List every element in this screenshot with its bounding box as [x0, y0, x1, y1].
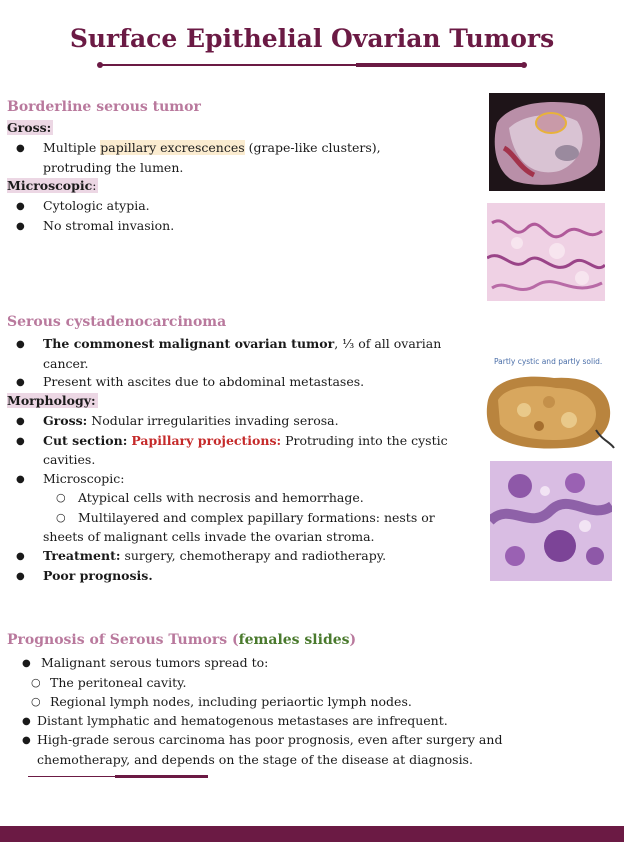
- bullet: ●: [16, 436, 25, 447]
- page-title: Surface Epithelial Ovarian Tumors: [69, 24, 555, 53]
- bullet: ●: [16, 474, 25, 485]
- bullet: ●: [16, 416, 25, 427]
- gross-label: Gross:: [7, 120, 52, 135]
- morphology-label: Morphology:: [7, 393, 96, 408]
- gross-specimen-image: [489, 93, 605, 191]
- morph-prognosis: Poor prognosis.: [43, 568, 153, 583]
- cyst-item-2: Present with ascites due to abdominal metastases.: [43, 374, 365, 389]
- microscopic-label: Microscopic:: [7, 178, 97, 193]
- histology-image-borderline: [487, 203, 605, 301]
- prognosis-item-3: High-grade serous carcinoma has poor prognosis, even after surgery and: [37, 732, 503, 747]
- gross-text: Multiple papillary excrescences (grape-like clusters),: [43, 140, 381, 155]
- micro-item-1: Cytologic atypia.: [43, 198, 150, 213]
- bullet: ●: [16, 377, 25, 388]
- micro-item-2: No stromal invasion.: [43, 218, 175, 233]
- micro-sub-2: Multilayered and complex papillary formations: nests or: [78, 510, 435, 525]
- morph-cut-section-line2: cavities.: [43, 452, 96, 467]
- sub-bullet: ○: [31, 695, 41, 708]
- title-divider-accent: [356, 63, 522, 67]
- histology-image-cystadenocarcinoma: [490, 461, 612, 581]
- bullet: ●: [16, 551, 25, 562]
- prognosis-item-1: Malignant serous tumors spread to:: [41, 655, 269, 670]
- morph-treatment: Treatment: surgery, chemotherapy and radiotherapy.: [43, 548, 387, 563]
- section-heading-borderline: Borderline serous tumor: [7, 99, 201, 115]
- bullet: ●: [16, 201, 25, 212]
- bullet: ●: [22, 735, 31, 746]
- highlight-papillary: papillary excrescences: [100, 140, 245, 155]
- footer-bar: [0, 826, 624, 842]
- micro-sub-1: Atypical cells with necrosis and hemorrhage.: [78, 490, 364, 505]
- highlight-females-slides: females slides: [238, 632, 350, 648]
- sub-bullet: ○: [56, 511, 66, 524]
- morph-cut-section: Cut section: Papillary projections: Protruding into the cystic: [43, 433, 448, 448]
- bullet: ●: [22, 716, 31, 727]
- bullet: ●: [16, 571, 25, 582]
- bullet: ●: [16, 221, 25, 232]
- sub-bullet: ○: [56, 491, 66, 504]
- sub-bullet: ○: [31, 676, 41, 689]
- bullet: ●: [16, 339, 25, 350]
- morph-gross: Gross: Nodular irregularities invading serosa.: [43, 413, 339, 428]
- cyst-item-1-line2: cancer.: [43, 356, 89, 371]
- cyst-item-1: The commonest malignant ovarian tumor, ⅓ of all ovarian: [43, 336, 442, 351]
- prognosis-sub-2: Regional lymph nodes, including periaortic lymph nodes.: [50, 694, 412, 709]
- gross-text-line2: protruding the lumen.: [43, 160, 184, 175]
- morph-microscopic-label: Microscopic:: [43, 471, 125, 486]
- section-end-divider-accent: [115, 775, 208, 778]
- highlight-papillary-projections: Papillary projections:: [131, 433, 282, 448]
- micro-sub-2-line2: sheets of malignant cells invade the ovarian stroma.: [43, 529, 375, 544]
- section-heading-prognosis: Prognosis of Serous Tumors (females slides): [7, 632, 357, 648]
- prognosis-item-3-line2: chemotherapy, and depends on the stage of the disease at diagnosis.: [37, 752, 473, 767]
- section-heading-cystadenocarcinoma: Serous cystadenocarcinoma: [7, 314, 227, 330]
- bullet: ●: [16, 143, 25, 154]
- image-caption: Partly cystic and partly solid.: [494, 357, 603, 366]
- prognosis-item-2: Distant lymphatic and hematogenous metastases are infrequent.: [37, 713, 448, 728]
- prognosis-sub-1: The peritoneal cavity.: [50, 675, 187, 690]
- bullet: ●: [22, 658, 31, 669]
- gross-specimen-image-cystadenocarcinoma: [484, 370, 616, 452]
